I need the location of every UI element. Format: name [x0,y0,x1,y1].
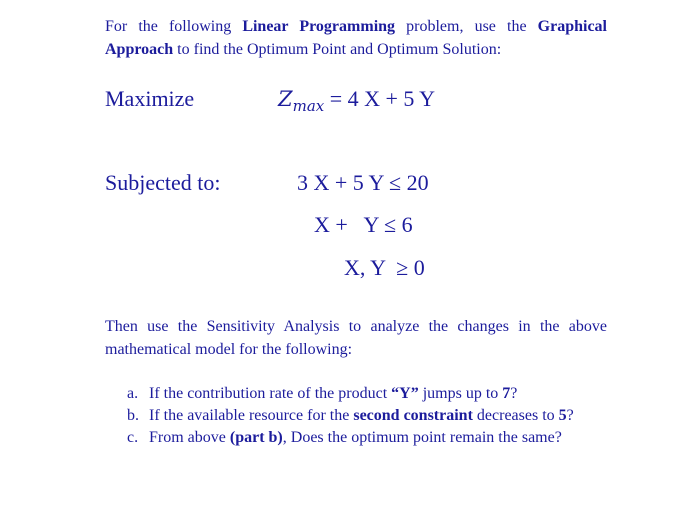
question-text: , Does the optimum point remain the same? [282,429,562,446]
list-marker: b. [127,407,139,424]
constraint-nonnegativity: X, Y ≥ 0 [344,255,425,280]
intro-text: For the following [105,18,243,35]
list-marker: a. [127,385,139,402]
question-bold: “Y” [391,385,419,402]
question-text: If the contribution rate of the product [149,385,392,402]
question-text: From above [149,429,230,446]
objective-expression: = 4 X + 5 Y [324,86,436,111]
list-item [127,405,647,427]
intro-bold-term: Linear Programming [242,18,396,35]
constraint-2: X + Y ≤ 6 [314,212,413,237]
maximize-label: Maximize [105,86,195,111]
question-bold: 5 [558,407,567,424]
list-marker: c. [127,429,139,446]
intro-paragraph [105,15,607,61]
question-bold: 7 [502,385,511,402]
analysis-paragraph: Then use the Sensitivity Analysis to analyze the changes in the above mathematical model for the following: [105,318,607,358]
question-text: ? [510,385,518,402]
question-bold: second constraint [353,407,473,424]
subjected-to-label: Subjected to: [105,170,221,195]
question-list [127,383,647,449]
constraint-1: 3 X + 5 Y ≤ 20 [297,170,429,195]
objective-variable: Z [278,87,293,111]
intro-bold-term: Graphical Approach [105,18,607,58]
question-text: ? [566,407,574,424]
question-bold: (part b) [229,429,283,446]
question-text: jumps up to [418,385,503,402]
list-item [127,383,647,405]
question-text: decreases to [472,407,559,424]
intro-text: problem, use the [395,18,538,35]
list-item [127,427,647,449]
question-text: If the available resource for the [149,407,354,424]
intro-text: to find the Optimum Point and Optimum Solution: [173,41,502,58]
objective-subscript: max [292,97,325,115]
objective-function [278,86,435,114]
